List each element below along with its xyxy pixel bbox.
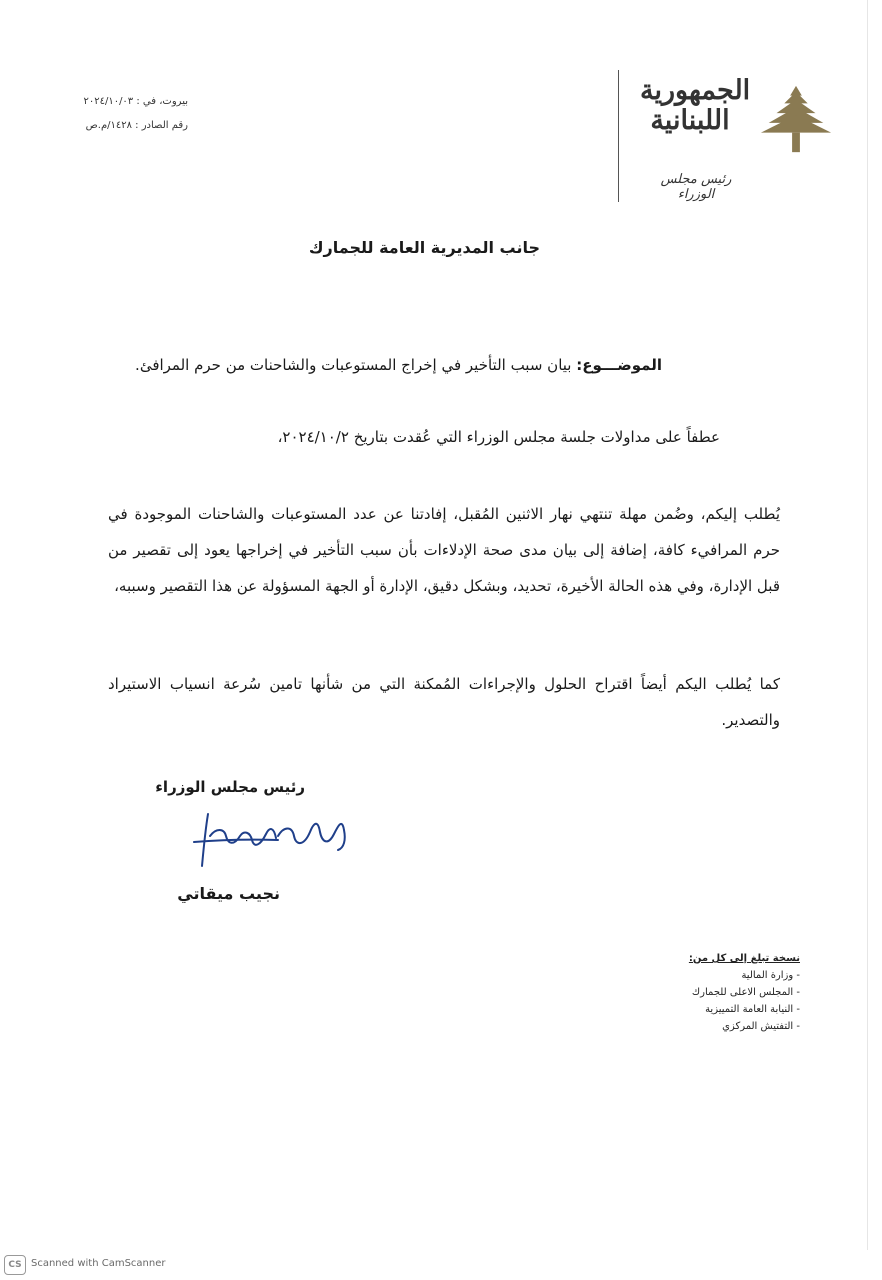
copy-recipient: - النيابة العامة التمييزية: [705, 1004, 800, 1015]
signatory-title: رئيس مجلس الوزراء: [155, 778, 305, 796]
subject-line: [90, 356, 662, 374]
addressee: جانب المديرية العامة للجمارك: [308, 238, 540, 257]
reference-block: [28, 90, 188, 138]
republic-emblem-text: [640, 75, 751, 136]
copy-recipient: - المجلس الاعلى للجمارك: [691, 987, 800, 998]
signatory-name: نجيب ميقاتي: [177, 884, 280, 903]
subject-text: بيان سبب التأخير في إخراج المستوعبات والشاحنات من حرم المرافئ.: [135, 356, 577, 374]
place-date: بيروت، في : ٢٠٢٤/١٠/٠٣: [83, 96, 188, 107]
body-paragraph-2: كما يُطلب اليكم أيضاً اقتراح الحلول والإجراءات المُمكنة التي من شأنها تامين سُرعة انسياب الاستيراد والتصدير.: [108, 675, 780, 729]
emblem-line1: الجمهورية: [640, 75, 751, 106]
subject-label: الموضـــوع:: [576, 356, 662, 374]
letterhead-divider: [618, 70, 619, 202]
copies-block: [630, 950, 800, 1035]
copy-recipient: - وزارة المالية: [741, 970, 800, 981]
scanner-watermark: [4, 1255, 224, 1275]
cedar-logo-icon: [757, 80, 835, 158]
copies-title: نسخة تبلغ إلى كل من:: [688, 953, 800, 964]
camscanner-logo-icon: CS: [4, 1255, 26, 1275]
office-name: رئيس مجلس الوزراء: [660, 172, 732, 202]
reference-paragraph: عطفاً على مداولات جلسة مجلس الوزراء التي عُقدت بتاريخ ٢٠٢٤/١٠/٢،: [277, 428, 720, 446]
outgoing-number: رقم الصادر : ١٤٢٨/م.ص: [85, 120, 188, 131]
body-paragraph-1: يُطلب إليكم، وضُمن مهلة تنتهي نهار الاثنين المُقبل، إفادتنا عن عدد المستوعبات والشاحنات الموجودة في حرم المرافيء كافة، إضافة إلى بيان مدى صحة الإدلاءات بأن سبب التأخير في إخراجها يعود إلى تقصير من قبل الإدارة، وفي هذه الحالة الأخيرة، تحديد، وبشكل دقيق، الإدارة أو الجهة المسؤولة عن هذا التقصير وسببه،: [108, 505, 780, 595]
copy-recipient: - التفتيش المركزي: [722, 1021, 800, 1032]
emblem-line2: اللبنانية: [650, 104, 730, 136]
scanner-text: Scanned with CamScanner: [31, 1258, 166, 1269]
page-edge-line: [867, 0, 868, 1250]
letterhead: [612, 70, 842, 205]
copies-list: [630, 967, 800, 1035]
handwritten-signature: [188, 806, 358, 876]
